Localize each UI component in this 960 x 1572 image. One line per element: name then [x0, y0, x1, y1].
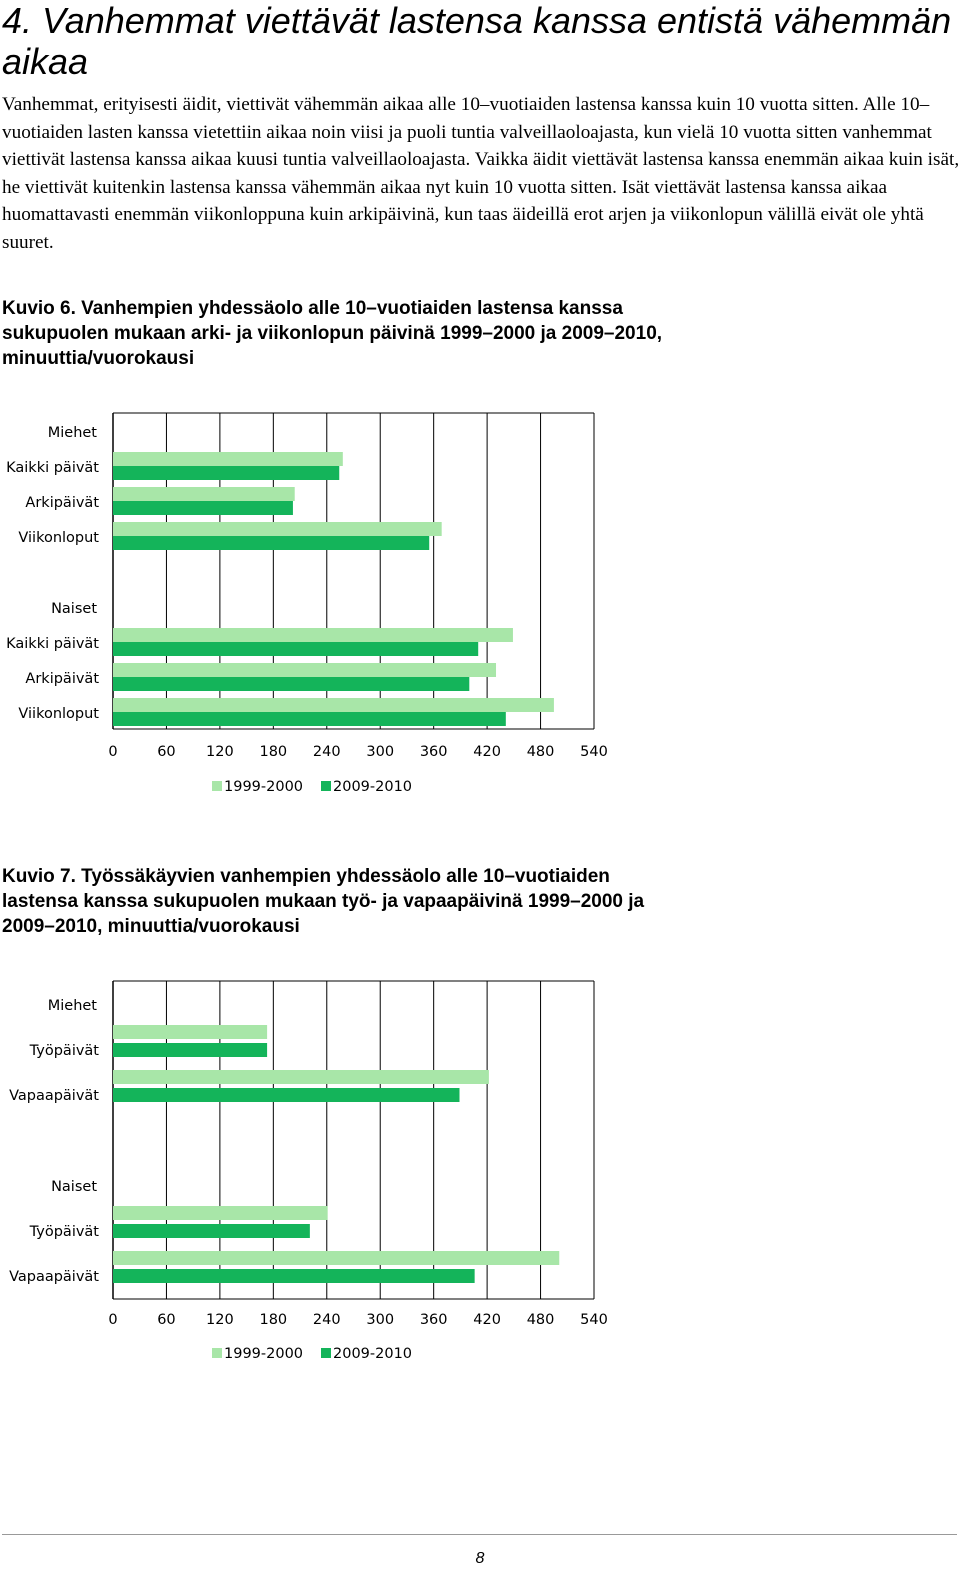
legend-swatch-1999-2000 [212, 1348, 222, 1358]
category-label: Vapaapäivät [9, 1269, 99, 1285]
legend-label-2009-2010: 2009-2010 [333, 779, 413, 795]
legend-swatch-2009-2010 [321, 781, 331, 791]
group-label: Miehet [47, 998, 97, 1014]
bar-1999-2000 [113, 487, 295, 501]
bar-1999-2000 [113, 452, 343, 466]
page-number: 8 [475, 1550, 485, 1567]
bar-1999-2000 [113, 1070, 489, 1084]
group-label: Miehet [47, 425, 97, 441]
legend-swatch-1999-2000 [212, 781, 222, 791]
category-label: Arkipäivät [25, 671, 99, 687]
x-tick-label: 120 [206, 1312, 234, 1328]
x-tick-label: 540 [580, 744, 608, 760]
bar-2009-2010 [113, 466, 339, 480]
category-label: Vapaapäivät [9, 1088, 99, 1104]
legend-label-2009-2010: 2009-2010 [333, 1346, 413, 1362]
footer-divider [2, 1534, 957, 1535]
x-tick-label: 420 [473, 1312, 501, 1328]
category-label: Kaikki päivät [6, 460, 99, 476]
group-label: Naiset [51, 601, 97, 617]
category-label: Työpäivät [29, 1043, 99, 1059]
bar-1999-2000 [113, 628, 513, 642]
bar-2009-2010 [113, 501, 293, 515]
figure-7-caption: Kuvio 7. Työssäkäyvien vanhempien yhdessäolo alle 10–vuotiaiden lastensa kanssa sukupuolen mukaan työ- ja vapaapäivinä 1999–2000 ja 2009–2010, minuuttia/vuorokausi [2, 866, 645, 937]
bar-2009-2010 [113, 1224, 310, 1238]
bar-2009-2010 [113, 677, 469, 691]
x-tick-label: 420 [473, 744, 501, 760]
category-label: Arkipäivät [25, 495, 99, 511]
intro-paragraph: Vanhemmat, erityisesti äidit, viettivät vähemmän aikaa alle 10–vuotiaiden lastensa kanssa kuin 10 vuotta sitten. Alle 10–vuotiaiden lasten kanssa vietettiin aikaa noin viisi ja puoli tuntia valveillaoloajasta, kun vielä 10 vuotta sitten vanhemmat viettivät lastensa kanssa aikaa kuusi tuntia valveillaoloajasta. Vaikka äidit viettävät lastensa kanssa enemmän aikaa kuin isät, he viettivät kuitenkin lastensa kanssa vähemmän aikaa nyt kuin 10 vuotta sitten. Isät viettävät lastensa kanssa aikaa huomattavasti enemmän viikonloppuna kuin arkipäivinä, kun taas äideillä erot arjen ja viikonlopun välillä eivät ole yhtä suuret. [2, 94, 960, 253]
bar-2009-2010 [113, 1043, 267, 1057]
bar-1999-2000 [113, 1206, 328, 1220]
figure-7-bar-chart [0, 965, 960, 1385]
x-tick-label: 0 [108, 744, 118, 760]
x-tick-label: 60 [157, 1312, 176, 1328]
x-tick-label: 480 [526, 1312, 555, 1328]
category-label: Viikonloput [18, 530, 99, 546]
bar-1999-2000 [113, 1025, 267, 1039]
bar-2009-2010 [113, 1088, 459, 1102]
x-tick-label: 300 [366, 1312, 395, 1328]
bar-2009-2010 [113, 712, 506, 726]
figure-6-caption: Kuvio 6. Vanhempien yhdessäolo alle 10–vuotiaiden lastensa kanssa sukupuolen mukaan arki- ja viikonlopun päivinä 1999–2000 ja 2009–2010, minuuttia/vuorokausi [2, 298, 663, 369]
category-label: Työpäivät [29, 1224, 99, 1240]
bar-1999-2000 [113, 522, 442, 536]
x-tick-label: 360 [419, 744, 448, 760]
bar-1999-2000 [113, 698, 554, 712]
bar-1999-2000 [113, 663, 496, 677]
x-tick-label: 0 [108, 1312, 118, 1328]
x-tick-label: 180 [259, 744, 288, 760]
figure-6-bar-chart [0, 395, 960, 815]
category-label: Kaikki päivät [6, 636, 99, 652]
x-tick-label: 480 [526, 744, 555, 760]
x-tick-label: 60 [157, 744, 176, 760]
bar-1999-2000 [113, 1251, 559, 1265]
legend-swatch-2009-2010 [321, 1348, 331, 1358]
legend-label-1999-2000: 1999-2000 [224, 1346, 304, 1362]
x-tick-label: 360 [419, 1312, 448, 1328]
group-label: Naiset [51, 1179, 97, 1195]
x-tick-label: 540 [580, 1312, 608, 1328]
bar-2009-2010 [113, 536, 429, 550]
bar-2009-2010 [113, 1269, 475, 1283]
bar-2009-2010 [113, 642, 478, 656]
x-tick-label: 120 [206, 744, 234, 760]
x-tick-label: 240 [312, 1312, 341, 1328]
category-label: Viikonloput [18, 706, 99, 722]
x-tick-label: 240 [312, 744, 341, 760]
x-tick-label: 300 [366, 744, 395, 760]
section-heading: 4. Vanhemmat viettävät lastensa kanssa entistä vähemmän aikaa [2, 0, 952, 82]
x-tick-label: 180 [259, 1312, 288, 1328]
legend-label-1999-2000: 1999-2000 [224, 779, 304, 795]
